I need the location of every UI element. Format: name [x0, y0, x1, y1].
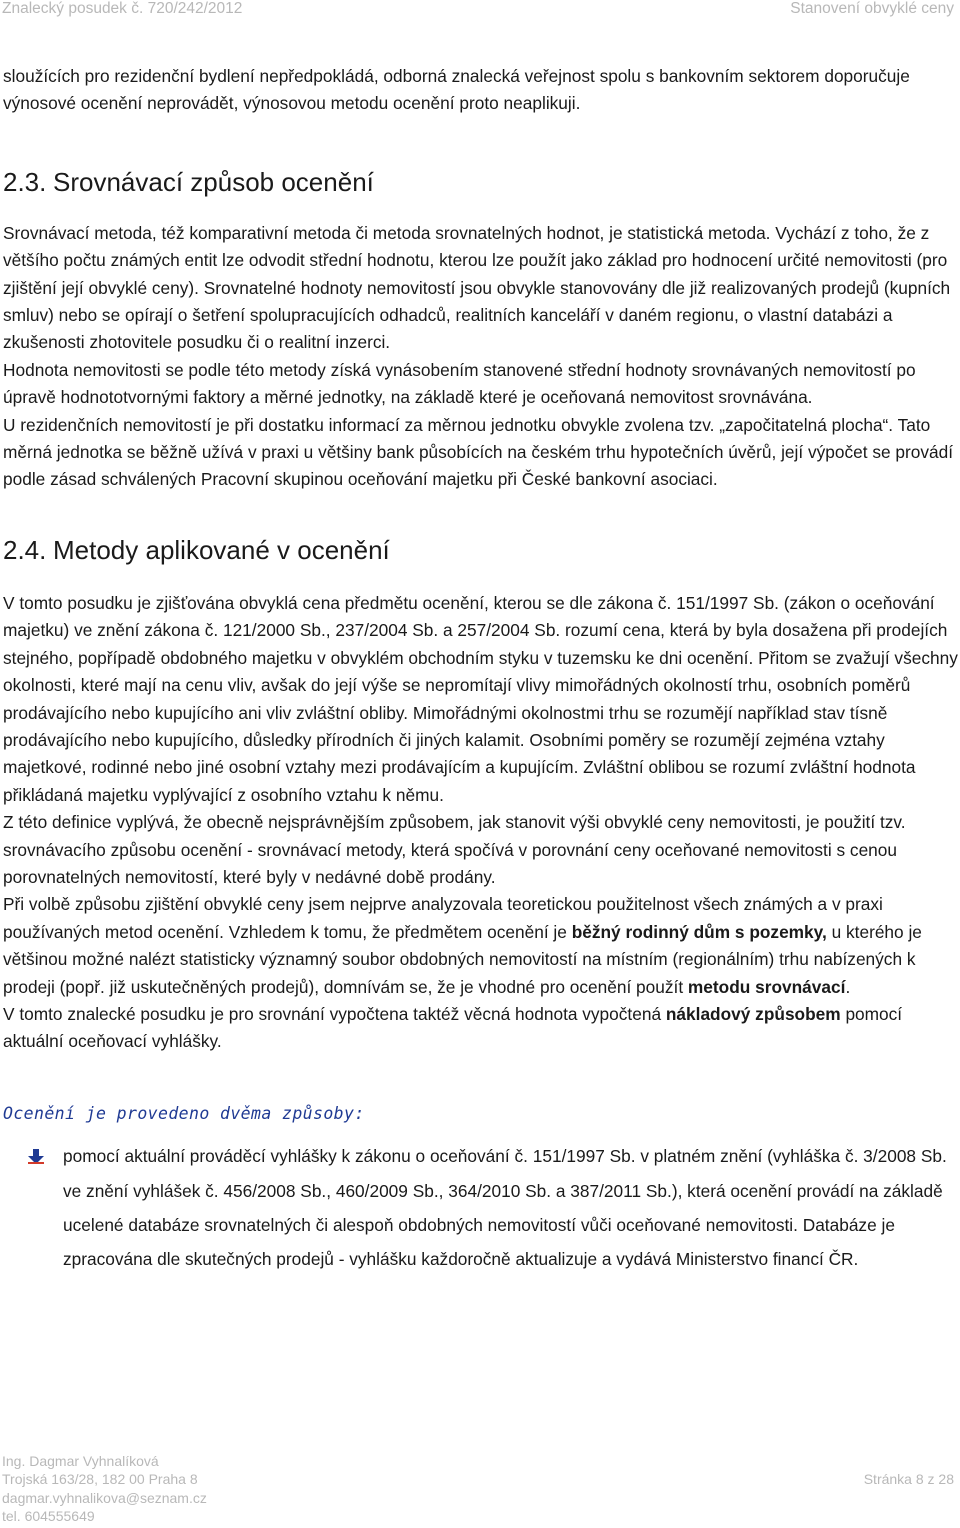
paragraph-usual-price-definition: V tomto posudku je zjišťována obvyklá cena předmětu ocenění, kterou se dle zákona č. 151/1997 Sb. (zákon o oceňování majetku) ve znění zákona č. 121/2000 Sb., 237/2004 Sb. a 257/2004 Sb. rozumí cena, která by byla dosažena při prodejích stejného, popřípadě obdobného majetku v obvyklém obchodním styku v tuzemsku ke dni ocenění. Přitom se zvažují všechny okolnosti, které mají na cenu vliv, avšak do její výše se nepromítají vlivy mimořádných okolností trhu, osobních poměrů prodávajícího nebo kupujícího ani vliv zvláštní obliby. Mimořádnými okolnostmi trhu se rozumějí například stav tísně prodávajícího nebo kupujícího, důsledky přírodních či jiných kalamit. Osobními poměry se rozumějí zejména vztahy majetkové, rodinné nebo jiné osobní vztahy mezi prodávajícím a kupujícím. Zvláštní oblibou se rozumí zvláštní hodnota přikládaná majetku vyplývající z osobního vztahu k němu. [3, 592, 958, 805]
valuation-methods-subheading: Ocenění je provedeno dvěma způsoby: [3, 1103, 365, 1123]
paragraph-comparison-approach: Z této definice vyplývá, že obecně nejsprávnějším způsobem, jak stanovit výši obvyklé ceny nemovitosti, je použití tzv. srovnávacího způsobu ocenění - srovnávací metody, která spočívá v porovnání ceny oceňované nemovitosti s cenou porovnatelných nemovitostí, které byly v nedávné době prodány. [3, 812, 906, 887]
paragraph-method-choice: Při volbě způsobu zjištění obvyklé ceny jsem nejprve analyzovala teoretickou použitelnost všech známých a v praxi používaných metod ocenění. Vzhledem k tomu, že předmětem ocenění je běžný rodinný dům s pozemky, u kterého je většinou možné nalézt statisticky významný soubor obdobných nemovitostí na místním (regionálním) trhu nabízených k prodeji (popř. již uskutečněných prodejů), domnívám se, že je vhodné pro ocenění použít metodu srovnávací. [3, 894, 922, 997]
bold-subject: běžný rodinný dům s pozemky, [571, 921, 827, 942]
footer-email[interactable]: dagmar.vyhnalikova@seznam.cz [2, 1489, 207, 1506]
bold-method: metodu srovnávací [687, 976, 846, 997]
footer-page-number: Stránka 8 z 28 [863, 1471, 954, 1488]
page-content [3, 63, 958, 1277]
intro-paragraph: sloužících pro rezidenční bydlení nepředpokládá, odborná znalecká veřejnost spolu s bankovním sektorem doporučuje výnosové ocenění neprovádět, výnosovou metodu ocenění proto neaplikuji. [3, 66, 910, 114]
section-title: Metody aplikované v ocenění [53, 534, 390, 565]
footer-author-name: Ing. Dagmar Vyhnalíková [2, 1453, 159, 1469]
paragraph-comparative-method: Srovnávací metoda, též komparativní metoda či metoda srovnatelných hodnot, je statistická metoda. Vychází z toho, že z většího počtu známých entit lze odvodit střední hodnotu, kterou lze použít jako základ pro hodnocení určité nemovitosti (pro zjištění její obvyklé ceny). Srovnatelné hodnoty nemovitostí jsou obvykle stanovovány dle již realizovaných prodejů (kupních smluv) nebo se opírají o šetření spolupracujících odhadců, realitních kanceláří v daném regionu, o vlastní databázi a zkušenosti zhotovitele posudku či o realitní inzerci. [3, 222, 951, 353]
page-footer [2, 1452, 954, 1525]
bold-cost-method: nákladový způsobem [665, 1003, 841, 1024]
page-header [0, 0, 960, 20]
arrow-bullet-icon [26, 1149, 46, 1165]
section-title: Srovnávací způsob ocenění [53, 166, 374, 197]
section-heading-2-4 [3, 534, 958, 566]
bullet-text: pomocí aktuální prováděcí vyhlášky k zákonu o oceňování č. 151/1997 Sb. v platném znění (vyhláška č. 3/2008 Sb. ve znění vyhlášek č. 456/2008 Sb., 460/2009 Sb., 364/2010 Sb. a 387/2011 Sb.), která ocenění provádí na základě ucelené databáze srovnatelných či alespoň obdobných nemovitostí vůči oceňované nemovitosti. Databáze je zpracována dle skutečných prodejů - vyhlášku každoročně aktualizuje a vydává Ministerstvo financí ČR. [63, 1146, 947, 1270]
paragraph-residential-unit: U rezidenčních nemovitostí je při dostatku informací za měrnou jednotku obvykle zvolena tzv. „započitatelná plocha“. Tato měrná jednotka se běžně užívá v praxi u většiny bank působících na českém trhu hypotečních úvěrů, její výpočet se provádí podle zásad schválených Pracovní skupinou oceňování majetku při České bankovní asociaci. [3, 414, 954, 490]
section-number: 2.3. [3, 166, 47, 197]
footer-phone: tel. 604555649 [2, 1507, 95, 1524]
header-section-title: Stanovení obvyklé ceny [790, 0, 954, 17]
section-heading-2-3 [3, 166, 958, 198]
section-number: 2.4. [3, 534, 47, 565]
paragraph-value-calculation: Hodnota nemovitosti se podle této metody získá vynásobením stanovené střední hodnoty srovnávaných nemovitostí po úpravě hodnototvornými faktory a měrné jednotky, na základě které je oceňovaná nemovitost srovnávána. [3, 359, 916, 408]
footer-address: Trojská 163/28, 182 00 Praha 8 [2, 1471, 198, 1488]
paragraph-cost-approach: V tomto znalecké posudku je pro srovnání vypočtena taktéž věcná hodnota vypočtená nákladový způsobem pomocí aktuální oceňovací vyhlášky. [3, 1003, 903, 1052]
list-item [3, 1139, 958, 1277]
header-document-title: Znalecký posudek č. 720/242/2012 [2, 0, 243, 17]
